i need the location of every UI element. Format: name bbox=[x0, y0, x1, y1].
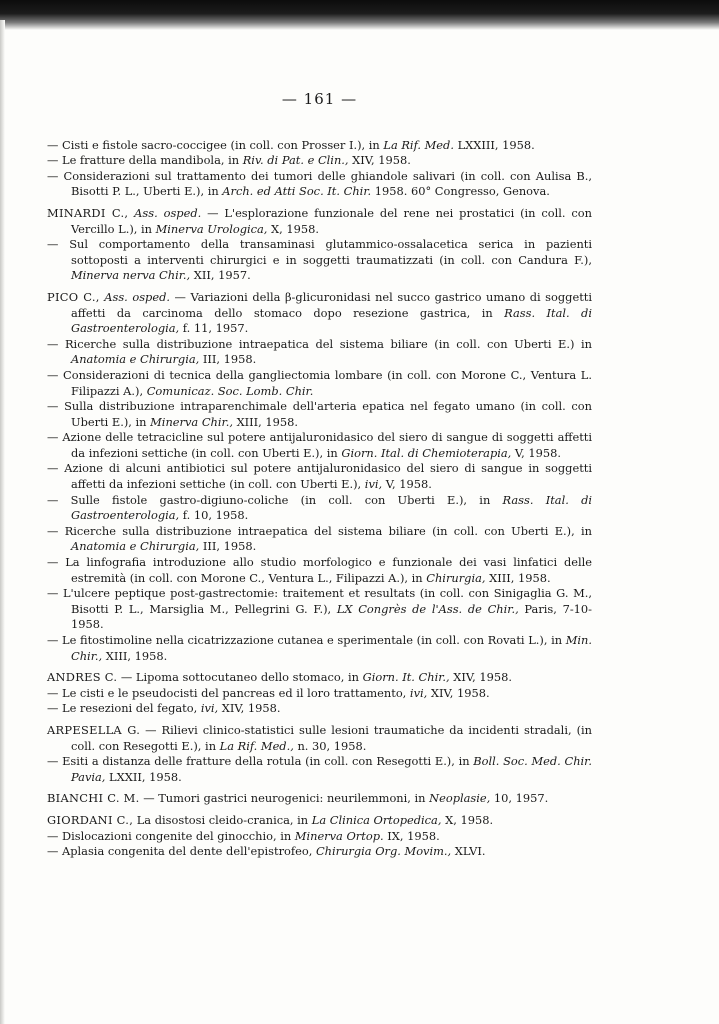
author-name: GIORDANI C., bbox=[47, 812, 134, 827]
journal-title: ivi, bbox=[200, 701, 219, 716]
journal-title: Giorn. Ital. di Chemioterapia, bbox=[341, 445, 512, 460]
author-name: PICO C., bbox=[47, 289, 100, 304]
entry-text: — L'esplorazione funzionale del rene nei prostatici (in coll. con Vercillo L.), in bbox=[71, 205, 592, 236]
author-first-entry bbox=[47, 723, 592, 754]
scan-top-edge bbox=[0, 0, 719, 30]
entry-citation: XIV, 1958. bbox=[348, 153, 411, 168]
bibliography-entry bbox=[47, 701, 592, 717]
entry-text: — Tumori gastrici neurogenici: neurilemmoni, in bbox=[139, 791, 430, 806]
entry-text: — L'ulcere peptique post-gastrectomie: traitement et resultats (in coll. con Sinigaglia G. M., Bisotti P. L., Marsiglia M., Pellegrini G. F.), bbox=[47, 586, 592, 616]
journal-title: Neoplasie, bbox=[429, 791, 491, 806]
page-number: — 161 — bbox=[281, 90, 358, 108]
entry-text: — Le fratture della mandibola, in bbox=[47, 153, 243, 168]
journal-title: Riv. di Pat. e Clin., bbox=[242, 153, 349, 168]
entry-citation: 1958. 60° Congresso, Genova. bbox=[371, 184, 550, 199]
author-first-entry bbox=[47, 290, 592, 337]
entry-text: — Sulla distribuzione intraparenchimale dell'arteria epatica nel fegato umano (in coll. con Uberti E.), in bbox=[47, 399, 592, 429]
entry-citation: XII, 1957. bbox=[190, 268, 251, 283]
author-name: MINARDI C., bbox=[47, 205, 129, 220]
entry-text: — Sulle fistole gastro-digiuno-coliche (in coll. con Uberti E.), in bbox=[47, 492, 503, 507]
journal-title: Chirurgia, bbox=[426, 570, 486, 585]
journal-title: Comunicaz. Soc. Lomb. Chir. bbox=[146, 383, 314, 398]
author-first-entry bbox=[47, 813, 592, 829]
author-name: ARPESELLA G. bbox=[47, 722, 141, 737]
journal-title: LX Congrès de l'Ass. de Chir., bbox=[336, 601, 519, 616]
bibliography-entry bbox=[47, 430, 592, 461]
entry-text: — Ricerche sulla distribuzione intraepatica del sistema biliare (in coll. con Uberti E.) in bbox=[47, 336, 592, 351]
entry-citation: f. 11, 1957. bbox=[179, 321, 249, 336]
entry-citation: XIV, 1958. bbox=[218, 701, 281, 716]
bibliography-entry bbox=[47, 337, 592, 368]
bibliography-entry bbox=[47, 169, 592, 200]
bibliography-entry bbox=[47, 829, 592, 845]
bibliography-entry bbox=[47, 138, 592, 154]
entry-citation: XIII, 1958. bbox=[232, 414, 299, 429]
entry-text: — Sul comportamento della transaminasi glutammico-ossalacetica serica in pazienti sottoposti a interventi chirurgici e in soggetti traumatizzati (in coll. con Candura F.), bbox=[47, 237, 592, 267]
author-first-entry bbox=[47, 791, 592, 807]
entry-text: — Esiti a distanza delle fratture della rotula (in coll. con Resegotti E.), in bbox=[47, 754, 474, 769]
journal-title: ivi, bbox=[364, 477, 383, 492]
bibliography-entry bbox=[47, 844, 592, 860]
entry-citation: XIV, 1958. bbox=[449, 670, 512, 685]
author-role: Ass. osped. bbox=[104, 289, 170, 304]
author-first-entry bbox=[47, 670, 592, 686]
journal-title: La Rif. Med. bbox=[383, 137, 454, 152]
author-section bbox=[47, 206, 592, 284]
bibliography-entry bbox=[47, 686, 592, 702]
entry-citation: 10, 1957. bbox=[490, 791, 549, 806]
bibliography-entry bbox=[47, 399, 592, 430]
entry-citation: XIII, 1958. bbox=[102, 648, 168, 663]
journal-title: Minerva Urologica, bbox=[155, 221, 268, 236]
bibliography-entry bbox=[47, 368, 592, 399]
entry-text: — Aplasia congenita del dente dell'epistrofeo, bbox=[47, 844, 316, 859]
bibliography-entry bbox=[47, 586, 592, 633]
bibliography-entry bbox=[47, 461, 592, 492]
journal-title: Anatomia e Chirurgia, bbox=[71, 352, 200, 367]
journal-title: Minerva Chir., bbox=[150, 414, 233, 429]
journal-title: Minerva nerva Chir., bbox=[71, 268, 191, 283]
entry-text: — Rilievi clinico-statistici sulle lesioni traumatiche da incidenti stradali, (in coll. con Resegotti E.), in bbox=[71, 722, 592, 753]
entry-citation: XLVI. bbox=[451, 844, 486, 859]
author-section bbox=[47, 723, 592, 785]
journal-title: ivi, bbox=[409, 685, 428, 700]
entry-citation: III, 1958. bbox=[199, 352, 257, 367]
bibliography-entry bbox=[47, 524, 592, 555]
journal-title: Arch. ed Atti Soc. It. Chir. bbox=[222, 184, 372, 199]
entry-text: — La linfografia introduzione allo studio morfologico e funzionale dei vasi linfatici delle estremità (in coll. con Morone C., Ventura L., Filipazzi A.), in bbox=[47, 555, 592, 585]
journal-title: Rass. Ital. di Gastroenterologia, bbox=[71, 305, 592, 336]
journal-title: Giorn. It. Chir., bbox=[362, 670, 450, 685]
entry-citation: X, 1958. bbox=[441, 812, 494, 827]
entry-text: — Considerazioni sul trattamento dei tumori delle ghiandole salivari (in coll. con Aulisa B., Bisotti P. L., Uberti E.), in bbox=[47, 168, 592, 199]
entry-text: — Variazioni della β-glicuronidasi nel succo gastrico umano di soggetti affetti da carcinoma dello stomaco dopo resezione gastrica, in bbox=[71, 289, 593, 320]
entry-citation: III, 1958. bbox=[199, 539, 257, 554]
entry-citation: n. 30, 1958. bbox=[293, 738, 367, 753]
entry-text: — Le cisti e le pseudocisti del pancreas ed il loro trattamento, bbox=[47, 685, 410, 700]
author-first-entry bbox=[47, 206, 592, 237]
entry-text: — Le resezioni del fegato, bbox=[47, 701, 201, 716]
entry-citation: V, 1958. bbox=[382, 477, 432, 492]
entry-text: — Lipoma sottocutaneo dello stomaco, in bbox=[117, 670, 363, 685]
bibliography-entry bbox=[47, 237, 592, 284]
entry-citation: XIV, 1958. bbox=[427, 685, 490, 700]
journal-title: Rass. Ital. di Gastroenterologia, bbox=[71, 492, 593, 523]
author-section bbox=[47, 791, 592, 807]
document-page bbox=[47, 92, 592, 866]
entry-text: La disostosi cleido-cranica, in bbox=[133, 812, 312, 827]
journal-title: Chirurgia Org. Movim., bbox=[315, 844, 452, 859]
journal-title: La Clinica Ortopedica, bbox=[311, 812, 442, 827]
author-name: ANDRES C. bbox=[47, 670, 118, 685]
journal-title: Minerva Ortop. bbox=[294, 828, 384, 843]
author-role: Ass. osped. bbox=[134, 205, 202, 220]
journal-title: Boll. Soc. Med. Chir. Pavia, bbox=[71, 754, 592, 784]
entry-citation: f. 10, 1958. bbox=[179, 508, 249, 523]
bibliography-entry bbox=[47, 153, 592, 169]
entry-text: — Azione delle tetracicline sul potere antijaluronidasico del siero di sangue di soggetti affetti da infezioni settiche (in coll. con Uberti E.), in bbox=[47, 430, 592, 460]
author-name: BIANCHI C. M. bbox=[47, 791, 140, 806]
entry-text: — Le fitostimoline nella cicatrizzazione cutanea e sperimentale (in coll. con Rovati L.), in bbox=[47, 633, 566, 647]
author-section bbox=[47, 670, 592, 717]
journal-title: La Rif. Med., bbox=[219, 738, 294, 753]
bibliography-entry bbox=[47, 493, 592, 524]
entry-citation: LXXII, 1958. bbox=[105, 769, 182, 784]
entry-citation: V, 1958. bbox=[511, 445, 562, 460]
entry-text: — Cisti e fistole sacro-coccigee (in coll. con Prosser I.), in bbox=[47, 137, 384, 152]
entry-text: — Dislocazioni congenite del ginocchio, in bbox=[47, 828, 295, 843]
entry-citation: Paris, 7-10-1958. bbox=[71, 601, 593, 632]
entry-citation: LXXIII, 1958. bbox=[453, 137, 535, 152]
author-sections bbox=[47, 206, 592, 860]
author-section bbox=[47, 813, 592, 860]
scan-left-edge bbox=[0, 20, 5, 1024]
bibliography-entry bbox=[47, 633, 592, 664]
author-section bbox=[47, 290, 592, 664]
journal-title: Anatomia e Chirurgia, bbox=[71, 539, 200, 554]
intro-entries bbox=[47, 138, 592, 200]
bibliography-entry bbox=[47, 754, 592, 785]
entry-citation: XIII, 1958. bbox=[485, 570, 551, 585]
entry-citation: X, 1958. bbox=[267, 221, 320, 236]
entry-text: — Ricerche sulla distribuzione intraepatica del sistema biliare (in coll. con Uberti E.), in bbox=[47, 523, 592, 538]
entry-text: — Considerazioni di tecnica della gangliectomia lombare (in coll. con Morone C., Ventura L. Filipazzi A.), bbox=[47, 367, 592, 398]
entry-text: — Azione di alcuni antibiotici sul potere antijaluronidasico del siero di sangue in soggetti affetti da infezioni settiche (in coll. con Uberti E.), bbox=[47, 461, 592, 492]
journal-title: Min. Chir., bbox=[71, 633, 592, 663]
bibliography-entry bbox=[47, 555, 592, 586]
entry-citation: IX, 1958. bbox=[383, 828, 440, 843]
